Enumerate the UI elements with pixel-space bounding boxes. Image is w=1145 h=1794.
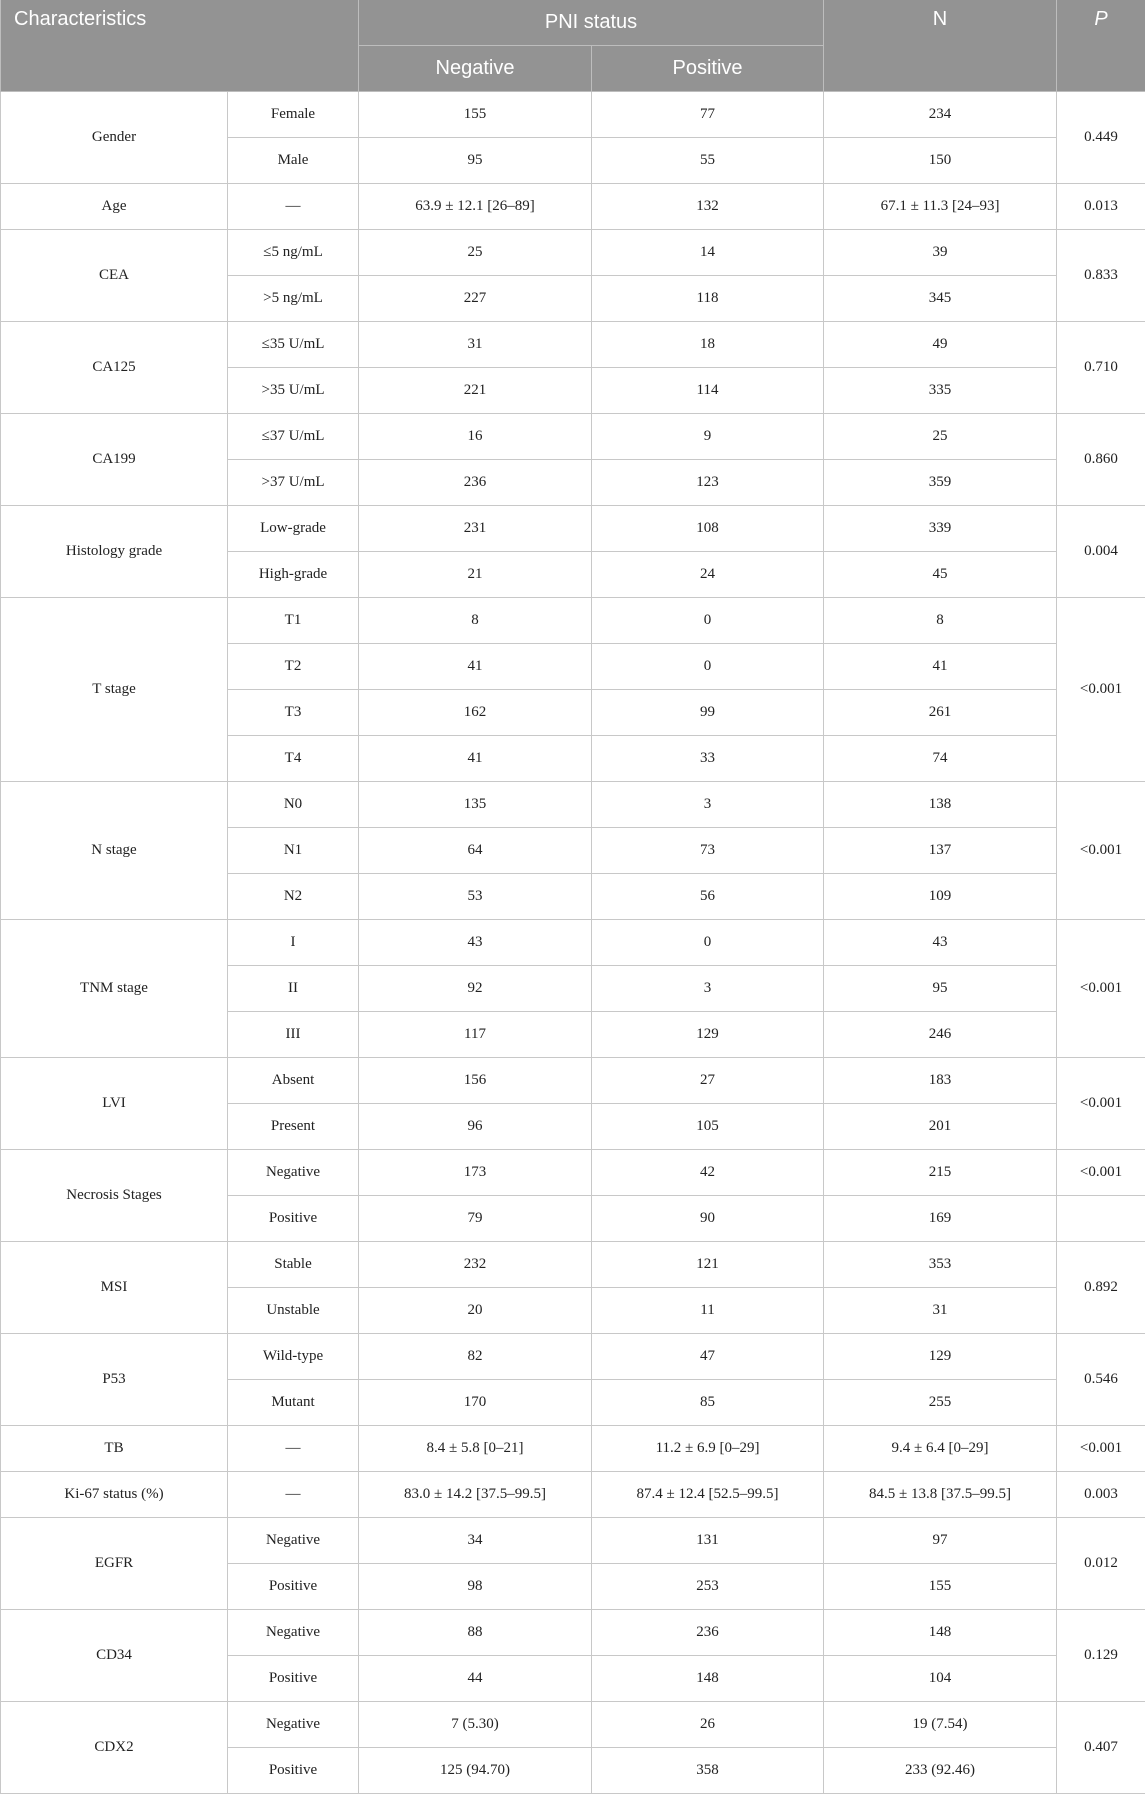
subcategory-cell: T1	[228, 598, 359, 644]
negative-cell: 173	[359, 1150, 592, 1196]
negative-cell: 170	[359, 1380, 592, 1426]
subcategory-cell: Absent	[228, 1058, 359, 1104]
n-cell: 109	[824, 874, 1057, 920]
table-body	[1, 92, 1145, 1794]
p-value-cell: 0.449	[1057, 92, 1145, 184]
header-pni-status: PNI status	[359, 0, 824, 46]
characteristic-name: LVI	[1, 1058, 228, 1150]
negative-cell: 236	[359, 460, 592, 506]
n-cell: 233 (92.46)	[824, 1748, 1057, 1794]
subcategory-cell: Positive	[228, 1748, 359, 1794]
n-cell: 261	[824, 690, 1057, 736]
negative-cell: 221	[359, 368, 592, 414]
positive-cell: 118	[592, 276, 824, 322]
subcategory-cell: Negative	[228, 1150, 359, 1196]
positive-cell: 253	[592, 1564, 824, 1610]
negative-cell: 31	[359, 322, 592, 368]
characteristic-name: T stage	[1, 598, 228, 782]
characteristic-name: P53	[1, 1334, 228, 1426]
p-value-cell-empty	[1057, 1196, 1145, 1242]
n-cell: 8	[824, 598, 1057, 644]
table-header	[1, 0, 1145, 92]
characteristic-name: Histology grade	[1, 506, 228, 598]
p-value-cell: 0.013	[1057, 184, 1145, 230]
positive-cell: 108	[592, 506, 824, 552]
n-cell: 345	[824, 276, 1057, 322]
positive-cell: 73	[592, 828, 824, 874]
p-value-cell: <0.001	[1057, 920, 1145, 1058]
negative-cell: 162	[359, 690, 592, 736]
table-row	[1, 506, 1145, 552]
subcategory-cell: Positive	[228, 1196, 359, 1242]
n-cell: 255	[824, 1380, 1057, 1426]
negative-cell: 64	[359, 828, 592, 874]
p-value-cell: 0.407	[1057, 1702, 1145, 1794]
n-cell: 84.5 ± 13.8 [37.5–99.5]	[824, 1472, 1057, 1518]
p-value-cell: 0.003	[1057, 1472, 1145, 1518]
negative-cell: 41	[359, 736, 592, 782]
positive-cell: 90	[592, 1196, 824, 1242]
n-cell: 49	[824, 322, 1057, 368]
negative-cell: 79	[359, 1196, 592, 1242]
table-row	[1, 414, 1145, 460]
positive-cell: 3	[592, 782, 824, 828]
subcategory-cell: T3	[228, 690, 359, 736]
negative-cell: 92	[359, 966, 592, 1012]
header-negative: Negative	[359, 46, 592, 92]
positive-cell: 132	[592, 184, 824, 230]
positive-cell: 26	[592, 1702, 824, 1748]
positive-cell: 105	[592, 1104, 824, 1150]
table-row	[1, 92, 1145, 138]
table-row	[1, 1334, 1145, 1380]
negative-cell: 117	[359, 1012, 592, 1058]
negative-cell: 156	[359, 1058, 592, 1104]
subcategory-cell: >5 ng/mL	[228, 276, 359, 322]
p-value-cell: 0.860	[1057, 414, 1145, 506]
characteristic-name: EGFR	[1, 1518, 228, 1610]
table-row	[1, 1150, 1145, 1196]
characteristic-name: N stage	[1, 782, 228, 920]
negative-cell: 82	[359, 1334, 592, 1380]
n-cell: 31	[824, 1288, 1057, 1334]
table-row	[1, 322, 1145, 368]
positive-cell: 148	[592, 1656, 824, 1702]
subcategory-cell: Mutant	[228, 1380, 359, 1426]
p-value-cell: <0.001	[1057, 1426, 1145, 1472]
n-cell: 9.4 ± 6.4 [0–29]	[824, 1426, 1057, 1472]
p-value-cell: <0.001	[1057, 598, 1145, 782]
positive-cell: 99	[592, 690, 824, 736]
table-row	[1, 184, 1145, 230]
negative-cell: 44	[359, 1656, 592, 1702]
n-cell: 104	[824, 1656, 1057, 1702]
subcategory-cell: Unstable	[228, 1288, 359, 1334]
header-positive: Positive	[592, 46, 824, 92]
positive-cell: 123	[592, 460, 824, 506]
table-row	[1, 1518, 1145, 1564]
subcategory-cell: >37 U/mL	[228, 460, 359, 506]
positive-cell: 24	[592, 552, 824, 598]
negative-cell: 98	[359, 1564, 592, 1610]
p-value-cell: <0.001	[1057, 1150, 1145, 1196]
header-n: N	[824, 0, 1057, 92]
table-row	[1, 1472, 1145, 1518]
positive-cell: 27	[592, 1058, 824, 1104]
n-cell: 246	[824, 1012, 1057, 1058]
positive-cell: 14	[592, 230, 824, 276]
positive-cell: 0	[592, 644, 824, 690]
positive-cell: 87.4 ± 12.4 [52.5–99.5]	[592, 1472, 824, 1518]
negative-cell: 21	[359, 552, 592, 598]
p-value-cell: 0.129	[1057, 1610, 1145, 1702]
table-row	[1, 1610, 1145, 1656]
table-row	[1, 920, 1145, 966]
p-value-cell: <0.001	[1057, 782, 1145, 920]
table-row	[1, 1426, 1145, 1472]
characteristic-name: Age	[1, 184, 228, 230]
negative-cell: 135	[359, 782, 592, 828]
positive-cell: 77	[592, 92, 824, 138]
characteristic-name: CD34	[1, 1610, 228, 1702]
table-row	[1, 1058, 1145, 1104]
positive-cell: 56	[592, 874, 824, 920]
p-value-cell: 0.012	[1057, 1518, 1145, 1610]
n-cell: 25	[824, 414, 1057, 460]
p-value-cell: <0.001	[1057, 1058, 1145, 1150]
n-cell: 215	[824, 1150, 1057, 1196]
n-cell: 339	[824, 506, 1057, 552]
negative-cell: 7 (5.30)	[359, 1702, 592, 1748]
positive-cell: 0	[592, 598, 824, 644]
negative-cell: 8	[359, 598, 592, 644]
n-cell: 148	[824, 1610, 1057, 1656]
characteristic-name: CA125	[1, 322, 228, 414]
subcategory-cell: ≤37 U/mL	[228, 414, 359, 460]
subcategory-cell: II	[228, 966, 359, 1012]
positive-cell: 129	[592, 1012, 824, 1058]
negative-cell: 125 (94.70)	[359, 1748, 592, 1794]
n-cell: 43	[824, 920, 1057, 966]
n-cell: 41	[824, 644, 1057, 690]
characteristic-name: MSI	[1, 1242, 228, 1334]
n-cell: 183	[824, 1058, 1057, 1104]
table-row	[1, 782, 1145, 828]
table-row	[1, 1242, 1145, 1288]
subcategory-cell: —	[228, 1472, 359, 1518]
positive-cell: 11	[592, 1288, 824, 1334]
negative-cell: 88	[359, 1610, 592, 1656]
n-cell: 201	[824, 1104, 1057, 1150]
negative-cell: 43	[359, 920, 592, 966]
positive-cell: 42	[592, 1150, 824, 1196]
positive-cell: 9	[592, 414, 824, 460]
subcategory-cell: N0	[228, 782, 359, 828]
positive-cell: 131	[592, 1518, 824, 1564]
characteristic-name: TNM stage	[1, 920, 228, 1058]
n-cell: 138	[824, 782, 1057, 828]
negative-cell: 63.9 ± 12.1 [26–89]	[359, 184, 592, 230]
n-cell: 150	[824, 138, 1057, 184]
p-value-cell: 0.546	[1057, 1334, 1145, 1426]
subcategory-cell: Wild-type	[228, 1334, 359, 1380]
negative-cell: 83.0 ± 14.2 [37.5–99.5]	[359, 1472, 592, 1518]
subcategory-cell: III	[228, 1012, 359, 1058]
p-value-cell: 0.004	[1057, 506, 1145, 598]
n-cell: 137	[824, 828, 1057, 874]
characteristic-name: CDX2	[1, 1702, 228, 1794]
negative-cell: 16	[359, 414, 592, 460]
characteristic-name: Necrosis Stages	[1, 1150, 228, 1242]
subcategory-cell: ≤35 U/mL	[228, 322, 359, 368]
positive-cell: 3	[592, 966, 824, 1012]
subcategory-cell: Present	[228, 1104, 359, 1150]
n-cell: 234	[824, 92, 1057, 138]
n-cell: 45	[824, 552, 1057, 598]
negative-cell: 8.4 ± 5.8 [0–21]	[359, 1426, 592, 1472]
negative-cell: 53	[359, 874, 592, 920]
characteristic-name: Ki-67 status (%)	[1, 1472, 228, 1518]
n-cell: 335	[824, 368, 1057, 414]
characteristic-name: CEA	[1, 230, 228, 322]
subcategory-cell: Stable	[228, 1242, 359, 1288]
header-p: P	[1057, 0, 1145, 92]
subcategory-cell: Negative	[228, 1518, 359, 1564]
subcategory-cell: Negative	[228, 1702, 359, 1748]
negative-cell: 41	[359, 644, 592, 690]
negative-cell: 155	[359, 92, 592, 138]
positive-cell: 0	[592, 920, 824, 966]
positive-cell: 47	[592, 1334, 824, 1380]
n-cell: 129	[824, 1334, 1057, 1380]
positive-cell: 114	[592, 368, 824, 414]
subcategory-cell: Positive	[228, 1656, 359, 1702]
subcategory-cell: Female	[228, 92, 359, 138]
positive-cell: 33	[592, 736, 824, 782]
subcategory-cell: ≤5 ng/mL	[228, 230, 359, 276]
subcategory-cell: Negative	[228, 1610, 359, 1656]
header-characteristics: Characteristics	[1, 0, 359, 92]
subcategory-cell: —	[228, 184, 359, 230]
characteristic-name: CA199	[1, 414, 228, 506]
subcategory-cell: I	[228, 920, 359, 966]
positive-cell: 11.2 ± 6.9 [0–29]	[592, 1426, 824, 1472]
subcategory-cell: N2	[228, 874, 359, 920]
n-cell: 359	[824, 460, 1057, 506]
table-row	[1, 230, 1145, 276]
positive-cell: 55	[592, 138, 824, 184]
negative-cell: 232	[359, 1242, 592, 1288]
subcategory-cell: Male	[228, 138, 359, 184]
n-cell: 67.1 ± 11.3 [24–93]	[824, 184, 1057, 230]
negative-cell: 231	[359, 506, 592, 552]
negative-cell: 34	[359, 1518, 592, 1564]
n-cell: 74	[824, 736, 1057, 782]
negative-cell: 25	[359, 230, 592, 276]
positive-cell: 236	[592, 1610, 824, 1656]
p-value-cell: 0.892	[1057, 1242, 1145, 1334]
p-value-cell: 0.833	[1057, 230, 1145, 322]
negative-cell: 96	[359, 1104, 592, 1150]
table-row	[1, 1702, 1145, 1748]
p-value-cell: 0.710	[1057, 322, 1145, 414]
subcategory-cell: High-grade	[228, 552, 359, 598]
subcategory-cell: N1	[228, 828, 359, 874]
characteristic-name: Gender	[1, 92, 228, 184]
subcategory-cell: —	[228, 1426, 359, 1472]
n-cell: 353	[824, 1242, 1057, 1288]
negative-cell: 227	[359, 276, 592, 322]
subcategory-cell: Positive	[228, 1564, 359, 1610]
positive-cell: 358	[592, 1748, 824, 1794]
n-cell: 169	[824, 1196, 1057, 1242]
positive-cell: 18	[592, 322, 824, 368]
subcategory-cell: Low-grade	[228, 506, 359, 552]
negative-cell: 95	[359, 138, 592, 184]
n-cell: 95	[824, 966, 1057, 1012]
subcategory-cell: >35 U/mL	[228, 368, 359, 414]
n-cell: 97	[824, 1518, 1057, 1564]
table-row	[1, 598, 1145, 644]
n-cell: 155	[824, 1564, 1057, 1610]
characteristic-name: TB	[1, 1426, 228, 1472]
n-cell: 19 (7.54)	[824, 1702, 1057, 1748]
subcategory-cell: T2	[228, 644, 359, 690]
subcategory-cell: T4	[228, 736, 359, 782]
negative-cell: 20	[359, 1288, 592, 1334]
positive-cell: 121	[592, 1242, 824, 1288]
n-cell: 39	[824, 230, 1057, 276]
positive-cell: 85	[592, 1380, 824, 1426]
